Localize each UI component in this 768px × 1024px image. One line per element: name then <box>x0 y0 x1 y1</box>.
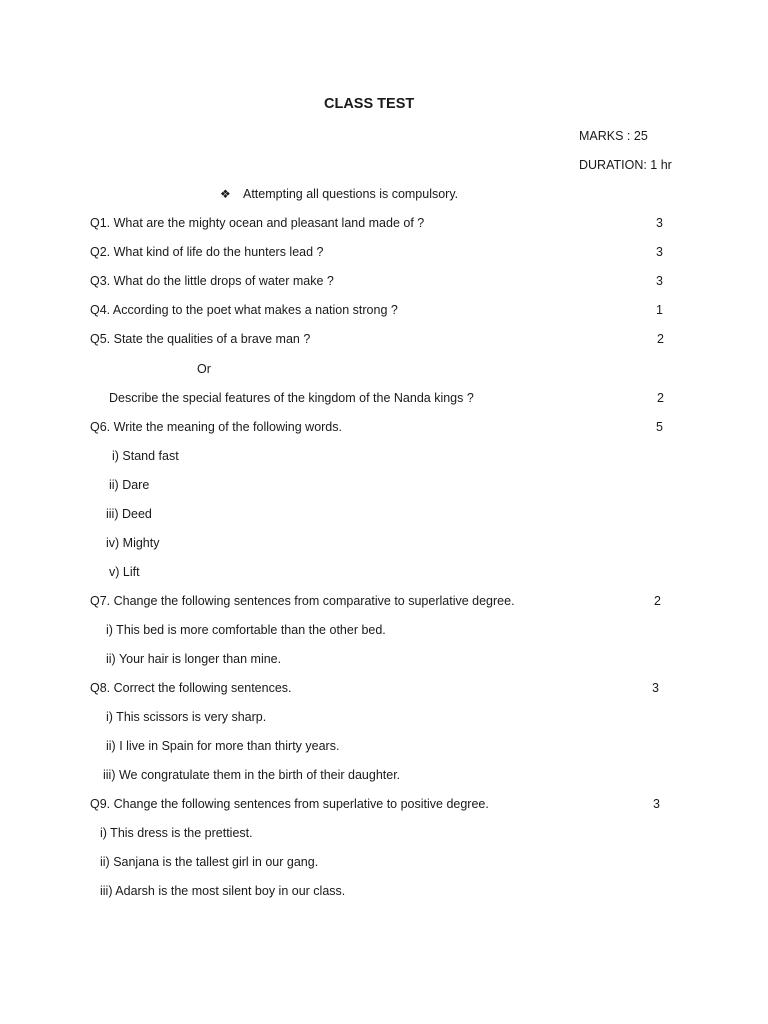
or-label: Or <box>197 362 211 376</box>
sub-item: ii) I live in Spain for more than thirty years. <box>106 739 340 753</box>
sub-item: iv) Mighty <box>106 536 160 550</box>
sub-item: ii) Sanjana is the tallest girl in our gang. <box>100 855 319 869</box>
sub-item: i) This bed is more comfortable than the other bed. <box>106 623 386 637</box>
question-marks: 3 <box>652 681 659 695</box>
question-marks: 2 <box>654 594 661 608</box>
alternate-question-text: Describe the special features of the kingdom of the Nanda kings ? <box>109 391 474 405</box>
bullet-diamond-icon: ❖ <box>220 187 231 201</box>
question-text: Q4. According to the poet what makes a nation strong ? <box>90 303 398 317</box>
sub-item: iii) Adarsh is the most silent boy in our class. <box>100 884 346 898</box>
question-marks: 3 <box>656 216 663 230</box>
question-text: Q3. What do the little drops of water make ? <box>90 274 334 288</box>
question-marks: 5 <box>656 420 663 434</box>
instruction-text: Attempting all questions is compulsory. <box>243 187 459 201</box>
question-marks: 3 <box>656 245 663 259</box>
question-text: Q6. Write the meaning of the following words. <box>90 420 342 434</box>
marks-label: MARKS : 25 <box>579 129 648 143</box>
question-marks: 3 <box>653 797 660 811</box>
sub-item: ii) Dare <box>109 478 150 492</box>
sub-item: v) Lift <box>109 565 140 579</box>
sub-item: i) This scissors is very sharp. <box>106 710 267 724</box>
sub-item: iii) We congratulate them in the birth of their daughter. <box>103 768 401 782</box>
question-text: Q7. Change the following sentences from comparative to superlative degree. <box>90 594 515 608</box>
question-text: Q1. What are the mighty ocean and pleasant land made of ? <box>90 216 425 230</box>
question-text: Q5. State the qualities of a brave man ? <box>90 332 311 346</box>
question-marks: 3 <box>656 274 663 288</box>
duration-label: DURATION: 1 hr <box>579 158 672 172</box>
question-marks: 2 <box>657 332 664 346</box>
alternate-question-marks: 2 <box>657 391 664 405</box>
sub-item: i) This dress is the prettiest. <box>100 826 253 840</box>
question-text: Q8. Correct the following sentences. <box>90 681 292 695</box>
question-marks: 1 <box>656 303 663 317</box>
question-text: Q9. Change the following sentences from superlative to positive degree. <box>90 797 489 811</box>
sub-item: iii) Deed <box>106 507 152 521</box>
question-text: Q2. What kind of life do the hunters lead ? <box>90 245 324 259</box>
sub-item: i) Stand fast <box>112 449 179 463</box>
sub-item: ii) Your hair is longer than mine. <box>106 652 282 666</box>
page-title: CLASS TEST <box>324 96 415 112</box>
